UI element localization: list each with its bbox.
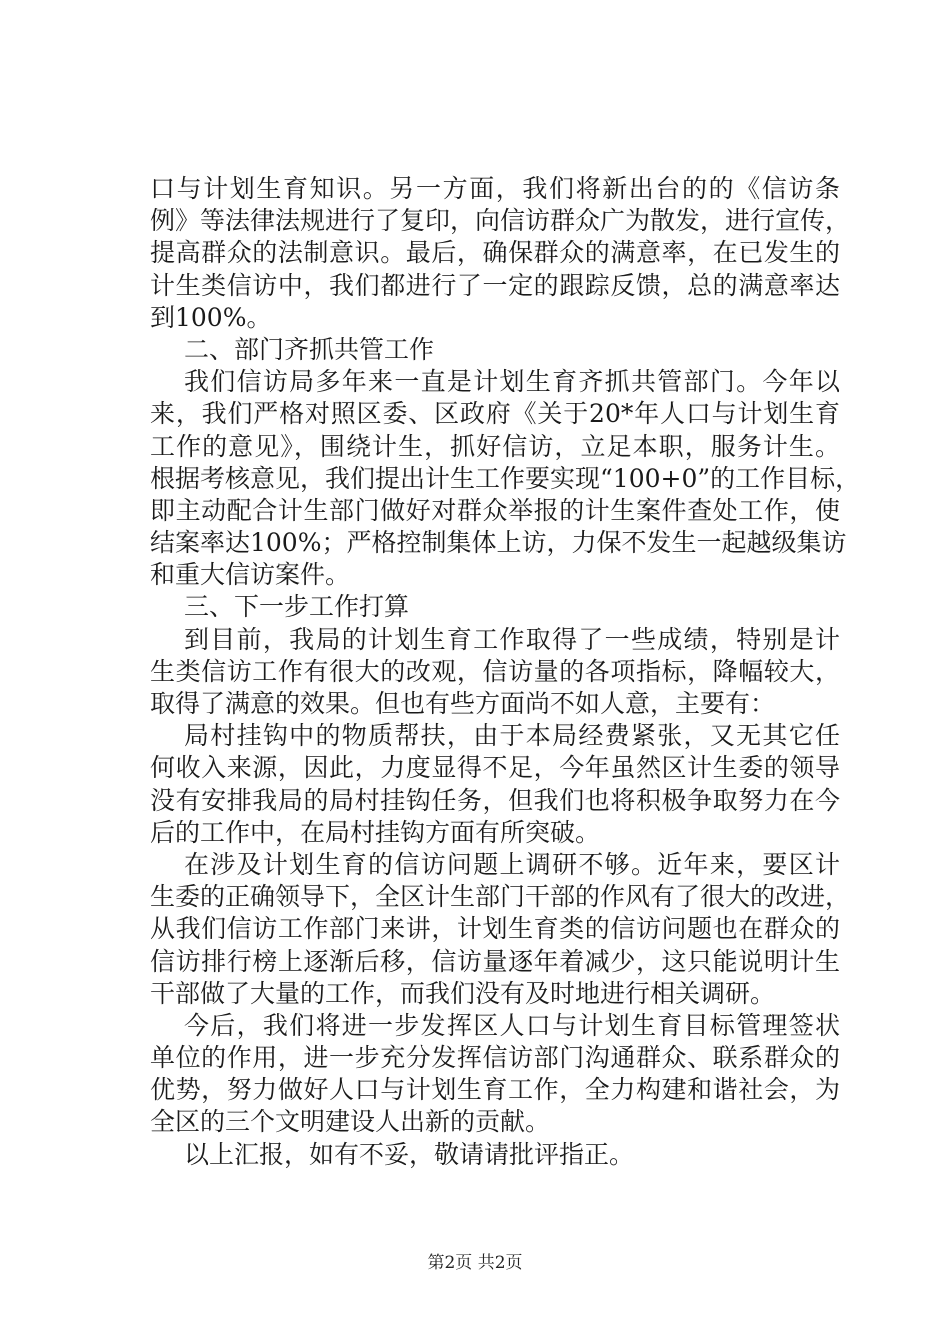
text-line: 到目前，我局的计划生育工作取得了一些成绩，特别是计: [184, 624, 840, 654]
text-line: 计生类信访中，我们都进行了一定的跟踪反馈，总的满意率达: [150, 270, 840, 300]
text-line: 何收入来源，因此，力度显得不足，今年虽然区计生委的领导: [150, 753, 840, 783]
text-line: 单位的作用，进一步充分发挥信访部门沟通群众、联系群众的: [150, 1043, 840, 1073]
text-line: 即主动配合计生部门做好对群众举报的计生案件查处工作，使: [150, 495, 840, 525]
text-line: 根据考核意见，我们提出计生工作要实现“100+0”的工作目标，: [150, 463, 861, 493]
text-line: 到100%。: [150, 302, 272, 332]
text-line: 取得了满意的效果。但也有些方面尚不如人意，主要有：: [150, 689, 776, 718]
text-line: 后的工作中，在局村挂钩方面有所突破。: [150, 817, 601, 847]
text-line: 信访排行榜上逐渐后移，信访量逐年着减少，这只能说明计生: [150, 946, 840, 976]
text-line: 优势，努力做好人口与计划生育工作，全力构建和谐社会，为: [150, 1075, 840, 1105]
document-body: [150, 173, 861, 1171]
text-line: 三、下一步工作打算: [184, 592, 410, 622]
text-line: 以上汇报，如有不妥，敬请请批评指正。: [184, 1139, 635, 1169]
text-line: 口与计划生育知识。另一方面，我们将新出台的的《信访条: [150, 174, 840, 203]
text-line: 从我们信访工作部门来讲，计划生育类的信访问题也在群众的: [150, 914, 840, 944]
text-line: 提高群众的法制意识。最后，确保群众的满意率，在已发生的: [150, 238, 840, 268]
text-line: 生委的正确领导下，全区计生部门干部的作风有了很大的改进，: [150, 882, 851, 912]
text-line: 没有安排我局的局村挂钩任务，但我们也将积极争取努力在今: [150, 785, 840, 815]
text-line: 我们信访局多年来一直是计划生育齐抓共管部门。今年以: [184, 367, 840, 397]
text-line: 来，我们严格对照区委、区政府《关于20*年人口与计划生育: [150, 399, 840, 429]
text-line: 局村挂钩中的物质帮扶，由于本局经费紧张，又无其它任: [184, 721, 840, 751]
text-line: 和重大信访案件。: [150, 560, 351, 590]
text-line: 结案率达100%；严格控制集体上访，力保不发生一起越级集访: [150, 528, 847, 558]
text-line: 例》等法律法规进行了复印，向信访群众广为散发，进行宣传，: [150, 206, 851, 236]
page-number: 第2页 共2页: [427, 1253, 523, 1273]
text-line: 在涉及计划生育的信访问题上调研不够。近年来，要区计: [184, 849, 840, 879]
page-footer: [0, 1252, 950, 1274]
text-line: 干部做了大量的工作，而我们没有及时地进行相关调研。: [150, 978, 776, 1008]
text-line: 工作的意见》，围绕计生，抓好信访，立足本职，服务计生。: [150, 431, 840, 461]
text-line: 全区的三个文明建设人出新的贡献。: [150, 1107, 551, 1137]
text-line: 今后，我们将进一步发挥区人口与计划生育目标管理签状: [184, 1010, 840, 1040]
text-line: 二、部门齐抓共管工作: [184, 334, 435, 364]
text-line: 生类信访工作有很大的改观，信访量的各项指标，降幅较大，: [150, 656, 840, 686]
